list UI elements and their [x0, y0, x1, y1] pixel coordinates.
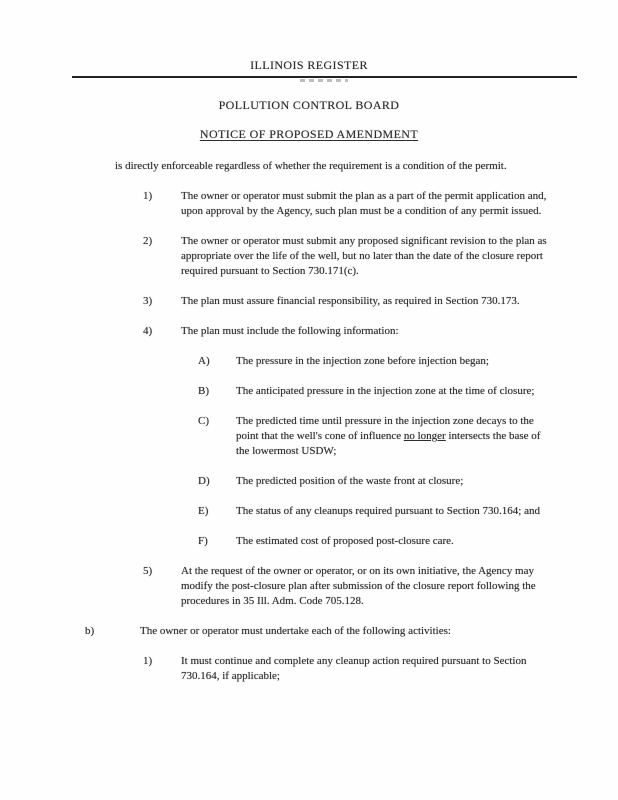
- item-text: The owner or operator must submit the plan as a part of the permit application and, upon approval by the Agency, such plan must be a condition of any permit issued.: [181, 190, 547, 217]
- item-text: The estimated cost of proposed post-closure care.: [236, 535, 454, 547]
- subsection-b-item-1: [143, 654, 618, 684]
- header-rule: [72, 76, 577, 78]
- item-marker: 1): [143, 190, 153, 202]
- notice-title: NOTICE OF PROPOSED AMENDMENT: [199, 127, 419, 141]
- scan-artifact: [300, 79, 348, 82]
- list-item-4C: [198, 414, 618, 459]
- board-title: POLLUTION CONTROL BOARD: [218, 98, 400, 112]
- item-marker: 1): [143, 655, 153, 667]
- item-text: The owner or operator must submit any proposed significant revision to the plan as appropriate over the life of the well, but no later than the date of the closure report required pursuant to Section 730.171(c).: [181, 235, 547, 277]
- list-item-4D: [198, 474, 618, 489]
- item-marker: 4): [143, 325, 153, 337]
- item-marker: B): [198, 385, 209, 397]
- list-item-4B: [198, 384, 618, 399]
- list-item-4E: [198, 504, 618, 519]
- list-item-2: [143, 234, 618, 279]
- item-text-before: The predicted time until pressure in the injection zone decays to the point that the well's cone of influence: [236, 415, 534, 442]
- intro-paragraph: is directly enforceable regardless of whether the requirement is a condition of the permit.: [115, 160, 507, 172]
- item-text: The anticipated pressure in the injection zone at the time of closure;: [236, 385, 535, 397]
- item-text: The status of any cleanups required pursuant to Section 730.164; and: [236, 505, 540, 517]
- item-text: It must continue and complete any cleanup action required pursuant to Section 730.164, if applicable;: [181, 655, 527, 682]
- item-marker: 3): [143, 295, 153, 307]
- list-item-5: [143, 564, 618, 609]
- list-item-4: [143, 324, 618, 339]
- item-marker: F): [198, 535, 208, 547]
- item-marker: b): [85, 625, 95, 637]
- list-item-4A: [198, 354, 618, 369]
- underlined-amendment-text: no longer: [403, 430, 446, 442]
- item-text-after: intersects the base of the lowermost USDW;: [236, 430, 541, 457]
- item-text: At the request of the owner or operator, or on its own initiative, the Agency may modify the post-closure plan after submission of the closure report following the procedures in 35 Ill. Adm. Code 705.128.: [181, 565, 536, 607]
- item-text: The plan must assure financial responsibility, as required in Section 730.173.: [181, 295, 520, 307]
- item-text: The pressure in the injection zone before injection began;: [236, 355, 489, 367]
- item-marker: C): [198, 415, 209, 427]
- item-marker: E): [198, 505, 209, 517]
- list-item-3: [143, 294, 618, 309]
- item-marker: 5): [143, 565, 153, 577]
- list-item-1: [143, 189, 618, 219]
- item-marker: 2): [143, 235, 153, 247]
- item-marker: D): [198, 475, 210, 487]
- list-item-4F: [198, 534, 618, 549]
- register-title: ILLINOIS REGISTER: [250, 58, 368, 72]
- item-text: The owner or operator must undertake each of the following activities:: [140, 625, 451, 637]
- item-text: The predicted position of the waste front at closure;: [236, 475, 464, 487]
- item-text: The plan must include the following information:: [181, 325, 399, 337]
- item-text: [236, 414, 550, 459]
- item-marker: A): [198, 355, 210, 367]
- subsection-b: [85, 624, 618, 639]
